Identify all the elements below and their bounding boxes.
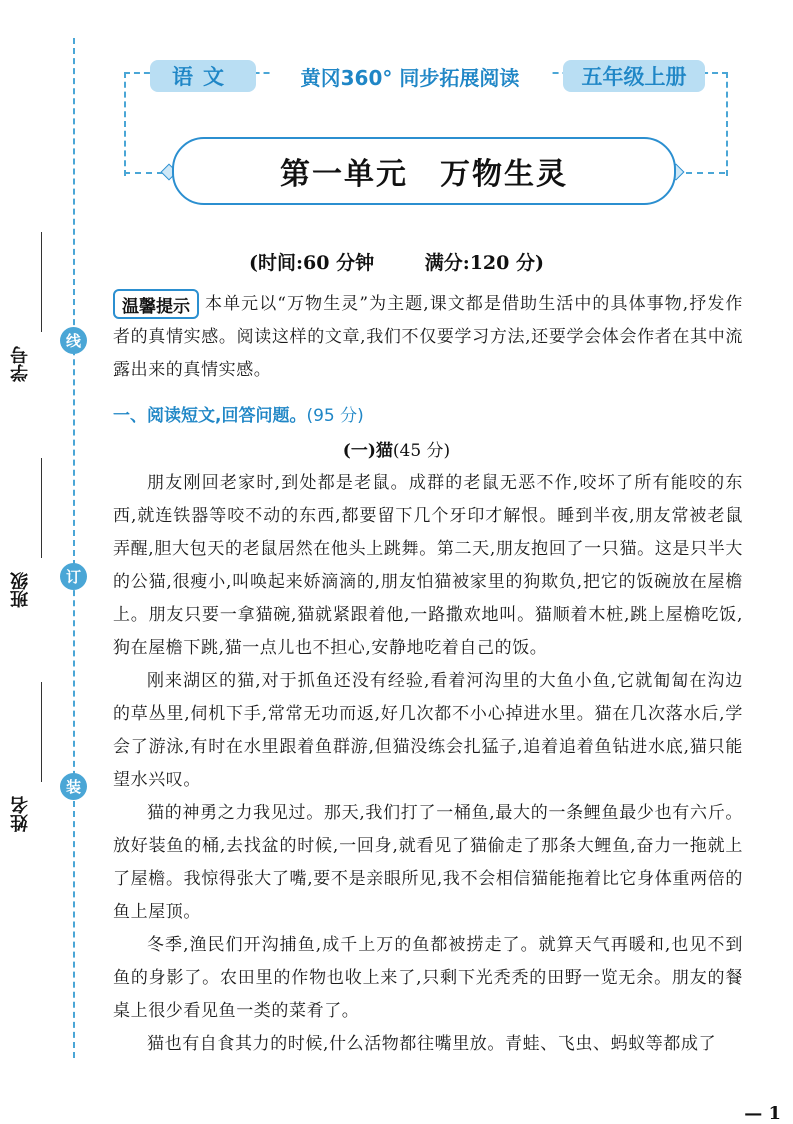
passage-paragraph: 猫的神勇之力我见过。那天,我们打了一桶鱼,最大的一条鲤鱼最少也有六斤。放好装鱼的桶,去找盆的时候,一回身,就看见了猫偷走了那条大鲤鱼,奋力一拖就上了屋檐。我惊得张大了嘴,要不是亲眼所见,我不会相信猫能拖着比它身体重两倍的鱼上屋顶。 — [113, 803, 743, 922]
passage-score: (45 分) — [392, 441, 451, 461]
exam-meta — [0, 248, 793, 275]
passage-heading — [0, 436, 793, 461]
binding-badge-line: 线 — [60, 327, 87, 354]
subject-tag: 语文 — [150, 60, 256, 92]
tip-block — [113, 288, 743, 387]
passage-paragraph: 猫也有自食其力的时候,什么活物都往嘴里放。青蛙、飞虫、蚂蚁等都成了 — [147, 1034, 717, 1054]
unit-title-box — [172, 137, 676, 205]
name-blank[interactable] — [41, 682, 42, 782]
name-field[interactable] — [8, 682, 54, 832]
name-label: 姓名 — [10, 796, 31, 832]
passage-paragraph: 冬季,渔民们开沟捕鱼,成千上万的鱼都被捞走了。就算天气再暖和,也见不到鱼的身影了。农田里的作物也收上来了,只剩下光秃秃的田野一览无余。朋友的餐桌上很少看见鱼一类的菜肴了。 — [113, 935, 743, 1021]
passage-title: (一)猫 — [342, 441, 393, 461]
tip-text: 本单元以“万物生灵”为主题,课文都是借助生活中的具体事物,抒发作者的真情实感。阅读这样的文章,我们不仅要学习方法,还要学会体会作者在其中流露出来的真情实感。 — [113, 294, 743, 380]
binding-badge-bind: 装 — [60, 773, 87, 800]
passage-paragraph: 朋友刚回老家时,到处都是老鼠。成群的老鼠无恶不作,咬坏了所有能咬的东西,就连铁器等咬不动的东西,都要留下几个牙印才解恨。睡到半夜,朋友常被老鼠弄醒,胆大包天的老鼠居然在他头上跳舞。第二天,朋友抱回了一只猫。这是只半大的公猫,很瘦小,叫唤起来娇滴滴的,朋友怕猫被家里的狗欺负,把它的饭碗放在屋檐上。朋友只要一拿猫碗,猫就紧跟着他,一路撒欢地叫。猫顺着木桩,跳上屋檐吃饭,狗在屋檐下跳,猫一点儿也不担心,安静地吃着自己的饭。 — [113, 473, 743, 658]
class-blank[interactable] — [41, 458, 42, 558]
student-id-label: 学号 — [10, 346, 31, 382]
section-title: 一、阅读短文,回答问题。 — [113, 406, 307, 426]
grade-tag: 五年级上册 — [563, 60, 705, 92]
page-number: — 1 — [744, 1103, 781, 1124]
class-field[interactable] — [8, 458, 54, 608]
section-heading — [113, 401, 364, 426]
passage-body — [113, 467, 743, 1061]
tip-badge: 温馨提示 — [113, 289, 199, 319]
student-id-blank[interactable] — [41, 232, 42, 332]
binding-badge-staple: 订 — [60, 563, 87, 590]
series-title: 黄冈360° 同步拓展阅读 — [270, 60, 550, 92]
unit-title: 第一单元 万物生灵 — [280, 157, 568, 192]
full-score: 满分:120 分) — [424, 252, 544, 274]
binding-dashed-line — [73, 38, 75, 1058]
class-label: 班级 — [10, 572, 31, 608]
section-score: (95 分) — [306, 406, 364, 426]
passage-paragraph: 刚来湖区的猫,对于抓鱼还没有经验,看着河沟里的大鱼小鱼,它就匍匐在沟边的草丛里,伺机下手,常常无功而返,好几次都不小心掉进水里。猫在几次落水后,学会了游泳,有时在水里跟着鱼群游,但猫没练会扎猛子,追着追着鱼钻进水底,猫只能望水兴叹。 — [113, 671, 743, 790]
time-limit: (时间:60 分钟 — [249, 252, 375, 274]
